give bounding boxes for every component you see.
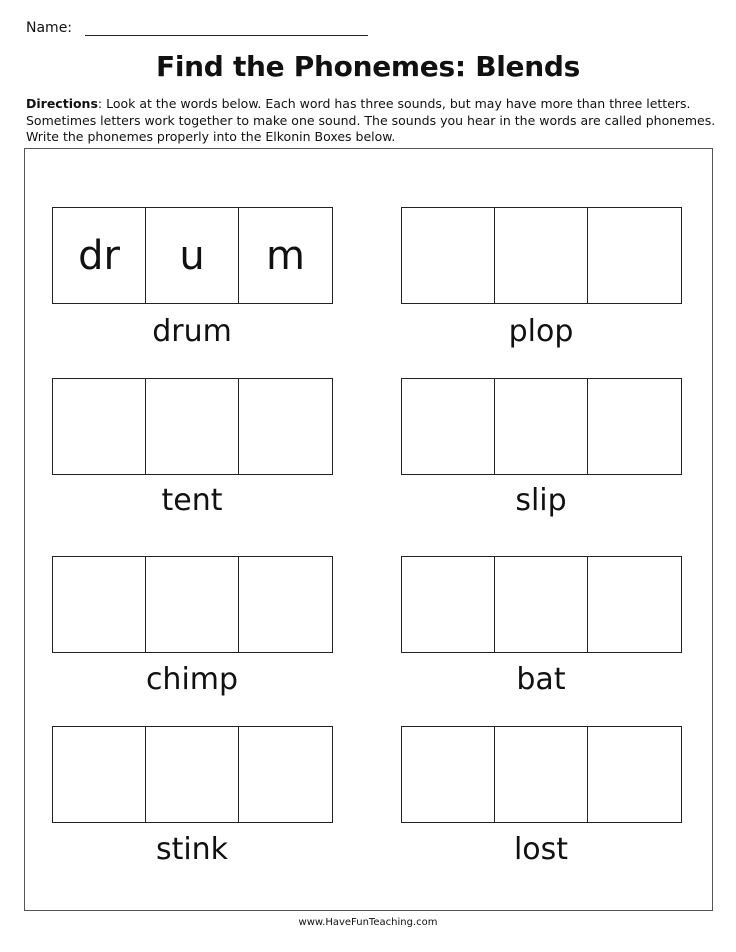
elkonin-box-stink: [52, 726, 333, 823]
name-label: Name:: [26, 20, 73, 36]
name-field-line[interactable]: [85, 35, 368, 36]
directions-label: Directions: [26, 96, 98, 111]
directions-text: : Look at the words below. Each word has three sounds, but may have more than three letters. Sometimes letters work together to make one sound. The sounds you hear in the words are called phonemes. Write the phonemes properly into the Elkonin Boxes below.: [26, 96, 716, 144]
word-label: slip: [515, 483, 567, 518]
phoneme-box[interactable]: u: [146, 208, 239, 303]
phoneme-box[interactable]: m: [266, 232, 305, 279]
phoneme-box[interactable]: [402, 727, 495, 822]
directions: [26, 96, 716, 146]
elkonin-box-drum: [52, 207, 333, 304]
phoneme-box[interactable]: dr: [53, 208, 146, 303]
elkonin-box-lost: [401, 726, 682, 823]
phoneme-box[interactable]: [239, 727, 332, 822]
phoneme-box[interactable]: [588, 727, 681, 822]
phoneme-box[interactable]: [146, 727, 239, 822]
elkonin-box-slip: [401, 378, 682, 475]
phoneme-box[interactable]: [402, 379, 495, 474]
phoneme-box[interactable]: [239, 379, 332, 474]
phoneme-box[interactable]: [495, 557, 588, 652]
elkonin-box-chimp: [52, 556, 333, 653]
phoneme-box[interactable]: [53, 379, 146, 474]
phoneme-box[interactable]: [588, 208, 681, 303]
phoneme-box[interactable]: [146, 557, 239, 652]
phoneme-box[interactable]: [239, 557, 332, 652]
word-label: lost: [513, 832, 569, 867]
phoneme-box[interactable]: [146, 379, 239, 474]
phoneme-box[interactable]: [588, 557, 681, 652]
word-label: drum: [152, 314, 232, 349]
phoneme-box[interactable]: [402, 208, 495, 303]
phoneme-box[interactable]: [53, 727, 146, 822]
phoneme-box[interactable]: [402, 557, 495, 652]
word-label: tent: [161, 483, 223, 518]
page-title: Find the Phonemes: Blends: [156, 50, 580, 83]
word-label: plop: [508, 314, 574, 349]
phoneme-box[interactable]: [495, 727, 588, 822]
word-label: stink: [155, 832, 229, 867]
phoneme-box[interactable]: [495, 379, 588, 474]
word-label: chimp: [145, 662, 239, 697]
elkonin-box-tent: [52, 378, 333, 475]
phoneme-box[interactable]: [588, 379, 681, 474]
footer-url: www.HaveFunTeaching.com: [298, 917, 438, 928]
phoneme-box[interactable]: [495, 208, 588, 303]
word-label: bat: [516, 662, 566, 697]
elkonin-box-plop: [401, 207, 682, 304]
phoneme-box[interactable]: [53, 557, 146, 652]
elkonin-box-bat: [401, 556, 682, 653]
